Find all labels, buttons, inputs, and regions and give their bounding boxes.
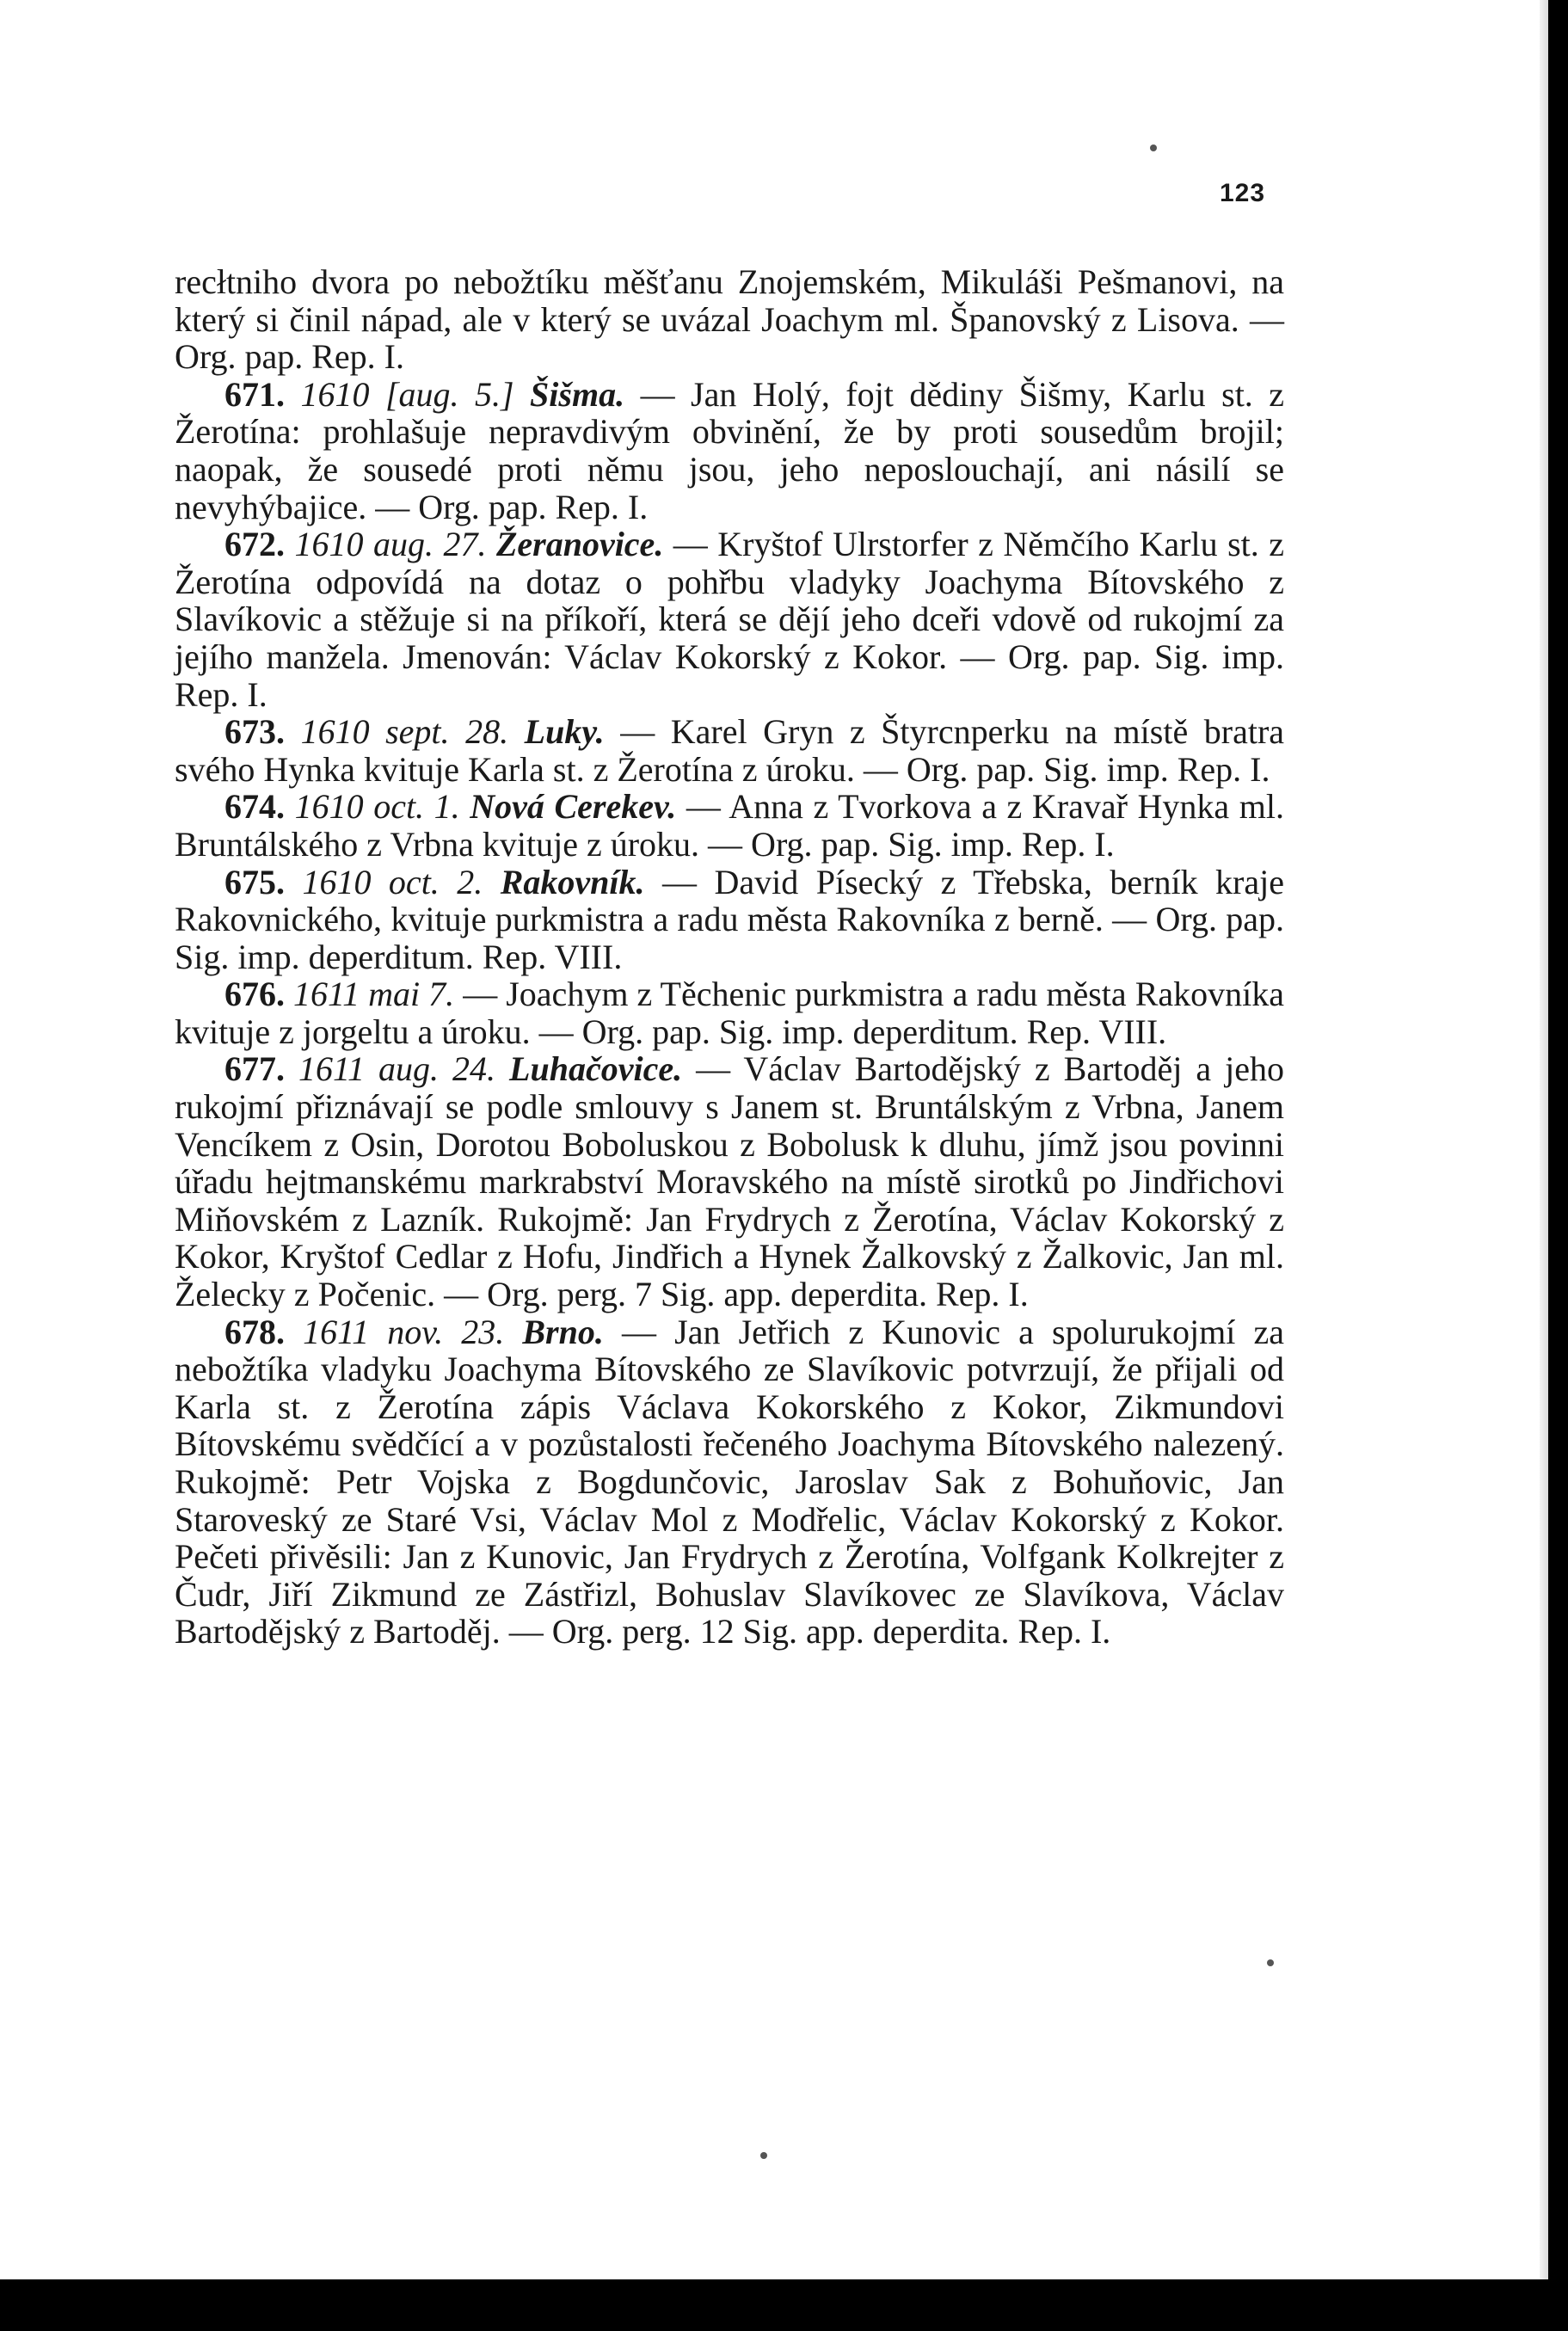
entry-date: 1610 oct. 2. <box>302 862 483 901</box>
entry-date: 1611 mai 7. <box>293 975 455 1014</box>
entry-677 <box>175 1050 1284 1313</box>
entry-place: Šišma. <box>530 374 625 414</box>
entry-text: — Anna z Tvorkova a z Kravař Hynka ml. Bruntálského z Vrbna kvituje z úroku. — Org. pap. Sig. imp. Rep. I. <box>175 787 1284 864</box>
entry-676 <box>175 975 1284 1050</box>
entry-text: — Joachym z Těchenic purkmistra a radu města Rakovníka kvituje z jorgeltu a úroku. — Org. pap. Sig. imp. deperditum. Rep. VIII. <box>175 975 1285 1051</box>
entry-672 <box>175 526 1284 713</box>
entry-date: 1611 aug. 24. <box>298 1049 496 1089</box>
entry-number: 676. <box>224 975 285 1014</box>
entry-text: — Kryštof Ulrstorfer z Němčího Karlu st. z Žerotína odpovídá na dotaz o pohřbu vladyky Joachyma Bítovského z Slavíkovic a stěžuje si na příkoří, která se dějí jeho dceři vdově od rukojmí za jejího manžela. Jmenován: Václav Kokorský z Kokor. — Org. pap. Sig. imp. Rep. I. <box>175 525 1284 714</box>
entry-text: recłtniho dvora po nebožtíku měšťanu Znojemském, Mikuláši Pešmanovi, na který si činil nápad, ale v který se uvázal Joachym ml. Španovský z Lisova. — Org. pap. Rep. I. <box>175 262 1284 377</box>
entry-number: 678. <box>224 1312 285 1351</box>
scan-speck <box>1267 1959 1274 1966</box>
entry-date: 1610 aug. 27. <box>294 525 487 564</box>
entry-text: — Karel Gryn z Štyrcnperku na místě bratra svého Hynka kvituje Karla st. z Žerotína z úroku. — Org. pap. Sig. imp. Rep. I. <box>175 712 1285 789</box>
entry-text: — Jan Holý, fojt dědiny Šišmy, Karlu st. z Žerotína: prohlašuje nepravdivým obvinění, že by proti sousedům brojil; naopak, že sousedé proti němu jsou, jeho neposlouchají, ani násilí se nevyhýbajice. — Org. pap. Rep. I. <box>175 374 1285 526</box>
entry-678 <box>175 1313 1284 1651</box>
entry-text: — Jan Jetřich z Kunovic a spolurukojmí za nebožtíka vladyku Joachyma Bítovského ze Slavíkovic potvrzují, že přijali od Karla st. z Žerotína zápis Václava Kokorského z Kokor, Zikmundovi Bítovskému svědčící a v pozůstalosti řečeného Joachyma Bítovského nalezený. Rukojmě: Petr Vojska z Bogdunčovic, Jaroslav Sak z Bohuňovic, Jan Staroveský ze Staré Vsi, Václav Mol z Modřelic, Václav Kokorský z Kokor. Pečeti přivěsili: Jan z Kunovic, Jan Frydrych z Žerotína, Volfgank Kolkrejter z Čudr, Jiří Zikmund ze Zástřizl, Bohuslav Slavíkovec ze Slavíkova, Václav Bartodějský z Bartoděj. — Org. perg. 12 Sig. app. deperdita. Rep. I. <box>175 1312 1285 1651</box>
entry-date: 1610 sept. 28. <box>300 712 509 752</box>
page-edge-shadow <box>1540 0 1548 2279</box>
entry-number: 677. <box>224 1049 285 1089</box>
entry-number: 672. <box>224 525 285 564</box>
scan-speck <box>1150 145 1157 151</box>
entry-number: 675. <box>224 862 285 901</box>
entry-date: 1610 [aug. 5.] <box>300 374 514 414</box>
entry-text: — David Písecký z Třebska, berník kraje Rakovnického, kvituje purkmistra a radu města Rakovníka z berně. — Org. pap. Sig. imp. deperditum. Rep. VIII. <box>175 862 1284 976</box>
continuation-paragraph <box>175 263 1284 376</box>
entry-number: 671. <box>224 374 285 414</box>
entry-place: Rakovník. <box>500 862 645 901</box>
entry-place: Luhačovice. <box>509 1049 683 1089</box>
entry-place: Nová Cerekev. <box>470 787 677 827</box>
entry-674 <box>175 788 1284 863</box>
entry-place: Žeranovice. <box>495 525 664 564</box>
entry-673 <box>175 713 1284 788</box>
entry-text: — Václav Bartodějský z Bartoděj a jeho rukojmí přiznávají se podle smlouvy s Janem st. Bruntálským z Vrbna, Janem Vencíkem z Osin, Dorotou Boboluskou z Bobolusk k dluhu, jímž jsou povinni úřadu hejtmanskému markrabství Moravského na místě sirotků po Jindřichovi Miňovském z Lazník. Rukojmě: Jan Frydrych z Žerotína, Václav Kokorský z Kokor, Kryštof Cedlar z Hofu, Jindřich a Hynek Žalkovský z Žalkovic, Jan ml. Želecky z Počenic. — Org. perg. 7 Sig. app. deperdita. Rep. I. <box>175 1049 1285 1314</box>
entry-place: Luky. <box>524 712 605 752</box>
entry-date: 1610 oct. 1. <box>294 787 460 827</box>
entry-place: Brno. <box>522 1312 604 1351</box>
entry-date: 1611 nov. 23. <box>303 1312 505 1351</box>
entry-number: 673. <box>224 712 285 752</box>
entry-671 <box>175 376 1284 526</box>
entry-number: 674. <box>224 787 285 827</box>
entry-675 <box>175 864 1284 976</box>
main-text <box>175 263 1284 1651</box>
scan-speck <box>760 2152 767 2159</box>
page-number: 123 <box>1220 179 1266 207</box>
